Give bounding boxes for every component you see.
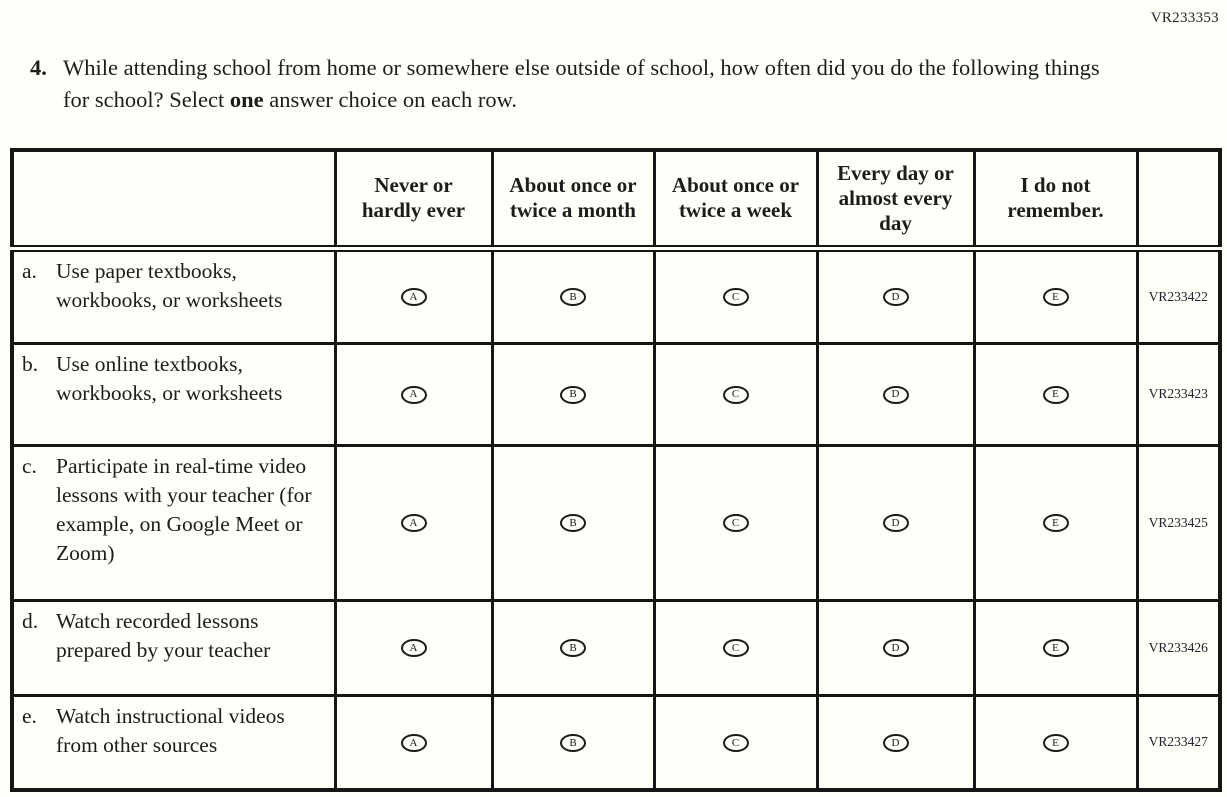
option-cell-a-D xyxy=(817,248,974,343)
table-row-b xyxy=(12,343,1220,445)
header-cell-once-twice-month: About once or twice a month xyxy=(492,150,654,248)
question-text-start: While attending school from home or somewhere else outside of school, how often did you do the following things for school? Select xyxy=(63,55,1100,112)
answer-bubble-a-B[interactable]: B xyxy=(560,288,586,306)
answer-bubble-e-A[interactable]: A xyxy=(401,734,427,752)
question-number: 4. xyxy=(30,55,47,80)
answer-bubble-a-A[interactable]: A xyxy=(401,288,427,306)
header-cell-every-day: Every day or almost every day xyxy=(817,150,974,248)
option-cell-b-C xyxy=(654,343,817,445)
answer-bubble-a-D[interactable]: D xyxy=(883,288,909,306)
row-label-cell xyxy=(12,248,335,343)
answer-bubble-d-D[interactable]: D xyxy=(883,639,909,657)
answer-bubble-b-B[interactable]: B xyxy=(560,386,586,404)
row-letter: e. xyxy=(22,703,37,728)
answer-bubble-e-E[interactable]: E xyxy=(1043,734,1069,752)
answer-bubble-c-B[interactable]: B xyxy=(560,514,586,532)
header-cell-do-not-remember: I do not remember. xyxy=(974,150,1137,248)
row-label-text: Watch instructional videos from other sources xyxy=(56,703,285,757)
table-row-e xyxy=(12,695,1220,790)
row-letter: d. xyxy=(22,608,39,633)
question-text xyxy=(63,52,1110,116)
answer-bubble-b-A[interactable]: A xyxy=(401,386,427,404)
option-cell-a-C xyxy=(654,248,817,343)
answer-bubble-e-D[interactable]: D xyxy=(883,734,909,752)
option-cell-a-E xyxy=(974,248,1137,343)
table-row-d xyxy=(12,600,1220,695)
answer-bubble-b-D[interactable]: D xyxy=(883,386,909,404)
answer-bubble-b-E[interactable]: E xyxy=(1043,386,1069,404)
option-cell-d-B xyxy=(492,600,654,695)
row-label-cell xyxy=(12,445,335,600)
table-row-a xyxy=(12,248,1220,343)
answer-bubble-e-C[interactable]: C xyxy=(723,734,749,752)
option-cell-b-B xyxy=(492,343,654,445)
header-cell-code xyxy=(1137,150,1220,248)
row-code: VR233423 xyxy=(1137,343,1220,445)
row-label-text: Watch recorded lessons prepared by your teacher xyxy=(56,608,271,662)
answer-bubble-d-B[interactable]: B xyxy=(560,639,586,657)
answer-bubble-e-B[interactable]: B xyxy=(560,734,586,752)
option-cell-b-D xyxy=(817,343,974,445)
row-letter: c. xyxy=(22,453,37,478)
option-cell-d-D xyxy=(817,600,974,695)
answer-bubble-c-A[interactable]: A xyxy=(401,514,427,532)
answer-bubble-c-D[interactable]: D xyxy=(883,514,909,532)
option-cell-d-E xyxy=(974,600,1137,695)
option-cell-e-E xyxy=(974,695,1137,790)
option-cell-c-A xyxy=(335,445,492,600)
option-cell-b-E xyxy=(974,343,1137,445)
row-label-text: Use online textbooks, workbooks, or worksheets xyxy=(56,351,283,405)
answer-bubble-c-E[interactable]: E xyxy=(1043,514,1069,532)
option-cell-c-B xyxy=(492,445,654,600)
answer-bubble-c-C[interactable]: C xyxy=(723,514,749,532)
answer-bubble-a-C[interactable]: C xyxy=(723,288,749,306)
row-letter: a. xyxy=(22,258,37,283)
answer-bubble-d-A[interactable]: A xyxy=(401,639,427,657)
option-cell-d-C xyxy=(654,600,817,695)
row-label-text: Participate in real-time video lessons with your teacher (for example, on Google Meet or Zoom) xyxy=(56,453,312,565)
option-cell-b-A xyxy=(335,343,492,445)
option-cell-c-E xyxy=(974,445,1137,600)
option-cell-a-A xyxy=(335,248,492,343)
question-block xyxy=(30,52,1110,116)
answer-bubble-b-C[interactable]: C xyxy=(723,386,749,404)
question-text-bold: one xyxy=(229,87,264,112)
header-cell-once-twice-week: About once or twice a week xyxy=(654,150,817,248)
option-cell-d-A xyxy=(335,600,492,695)
row-label-cell xyxy=(12,695,335,790)
option-cell-e-B xyxy=(492,695,654,790)
row-code: VR233425 xyxy=(1137,445,1220,600)
option-cell-e-A xyxy=(335,695,492,790)
row-code: VR233426 xyxy=(1137,600,1220,695)
row-letter: b. xyxy=(22,351,39,376)
form-code: VR233353 xyxy=(1150,10,1219,26)
row-code: VR233427 xyxy=(1137,695,1220,790)
option-cell-c-C xyxy=(654,445,817,600)
row-label-cell xyxy=(12,343,335,445)
answer-bubble-a-E[interactable]: E xyxy=(1043,288,1069,306)
option-cell-a-B xyxy=(492,248,654,343)
answer-matrix-table xyxy=(10,148,1222,792)
header-cell-empty xyxy=(12,150,335,248)
header-cell-never: Never or hardly ever xyxy=(335,150,492,248)
option-cell-e-D xyxy=(817,695,974,790)
row-label-cell xyxy=(12,600,335,695)
row-label-text: Use paper textbooks, workbooks, or worksheets xyxy=(56,258,283,312)
question-text-end: answer choice on each row. xyxy=(263,87,517,112)
header-row xyxy=(12,150,1220,248)
table-row-c xyxy=(12,445,1220,600)
option-cell-e-C xyxy=(654,695,817,790)
answer-bubble-d-E[interactable]: E xyxy=(1043,639,1069,657)
row-code: VR233422 xyxy=(1137,248,1220,343)
answer-bubble-d-C[interactable]: C xyxy=(723,639,749,657)
option-cell-c-D xyxy=(817,445,974,600)
